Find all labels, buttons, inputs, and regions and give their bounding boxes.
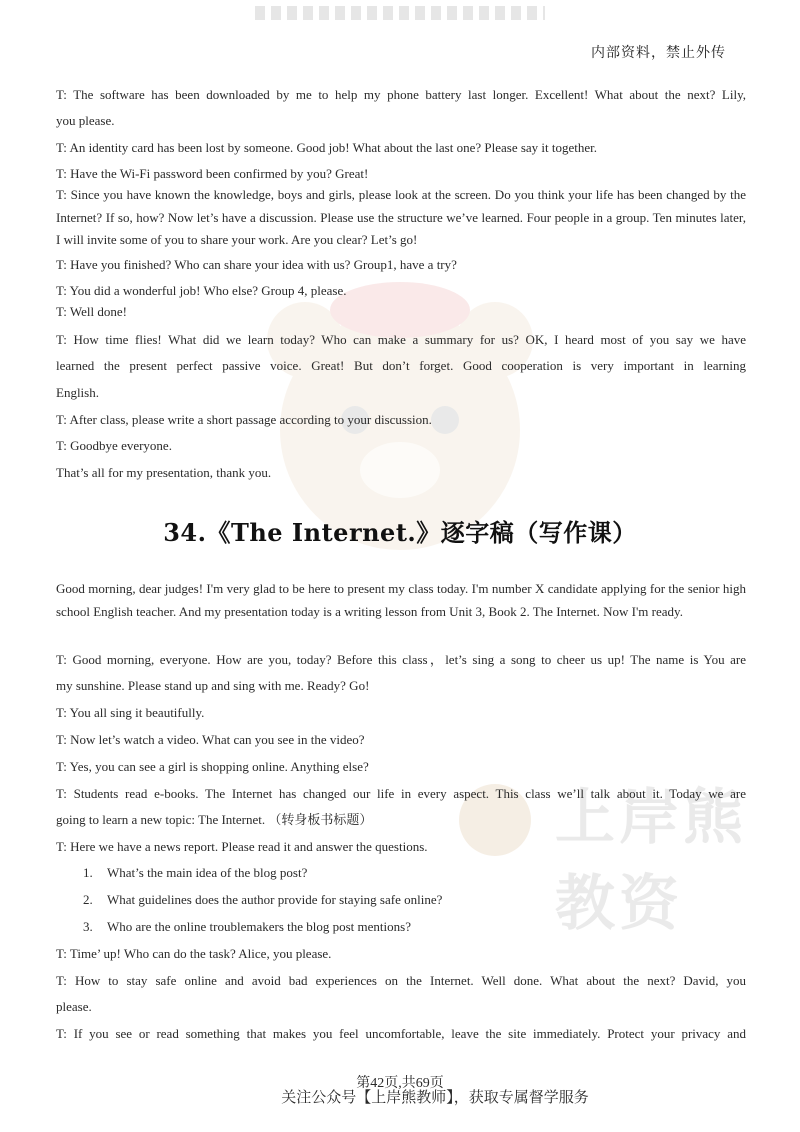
paragraph-line: T: Well done! xyxy=(56,304,127,319)
summary-line: English. xyxy=(56,385,99,400)
topic-line: going to learn a new topic: The Internet. （转身板书标题） xyxy=(56,812,373,827)
page-number: 第42页,共69页 xyxy=(356,1076,444,1091)
paragraph-line: T: Goodbye everyone. xyxy=(56,438,172,453)
song-line: my sunshine. Please stand up and sing with me. Ready? Go! xyxy=(56,678,370,693)
paragraph-line: T: An identity card has been lost by someone. Good job! What about the last one? Please say it together. xyxy=(56,140,598,155)
paragraph-line: That’s all for my presentation, thank you. xyxy=(56,465,272,480)
summary-line: learned the present perfect passive voice. Great! But don’t forget. Good cooperation is very important in learning xyxy=(56,358,746,373)
question-text: What’s the main idea of the blog post? xyxy=(107,865,308,880)
topic-line: T: Students read e-books. The Internet has changed our life in every aspect. This class we’ll talk about it. Today we are xyxy=(56,786,746,801)
paragraph-line: T: Have the Wi-Fi password been confirmed by you? Great! xyxy=(56,166,369,181)
brand-watermark-text: 上岸熊教资 xyxy=(555,783,747,939)
paragraph-line: T: After class, please write a short passage according to your discussion. xyxy=(56,412,432,427)
song-line: T: Good morning, everyone. How are you, today? Before this class，let’s sing a song to cheer us up! The name is You are xyxy=(56,652,746,667)
intro-paragraph: Good morning, dear judges! I'm very glad to be here to present my class today. I'm number X candidate applying for the senior high school English teacher. And my presentation today is a writing lesson from Unit 3, Book 2. The Internet. Now I'm ready. xyxy=(56,581,746,619)
paragraph-line: T: If you see or read something that makes you feel uncomfortable, leave the site immediately. Protect your privacy and xyxy=(56,1026,746,1041)
internal-use-note: 内部资料，禁止外传 xyxy=(591,46,726,61)
question-number: 3. xyxy=(83,919,93,934)
paragraph-line: you please. xyxy=(56,113,115,128)
question-item xyxy=(83,917,411,937)
discussion-paragraph: T: Since you have known the knowledge, boys and girls, please look at the screen. Do you think your life has been changed by the Internet? If so, how? Now let’s have a discussion. Please use the structure we’ve learned. Four people in a group. Ten minutes later, I will invite some of you to share your work. Are you clear? Let’s go! xyxy=(56,187,746,247)
paragraph-line: T: You all sing it beautifully. xyxy=(56,705,205,720)
paragraph-line: T: Time’ up! Who can do the task? Alice, you please. xyxy=(56,946,332,961)
header-cutoff-text xyxy=(255,6,545,20)
paragraph-line: T: You did a wonderful job! Who else? Group 4, please. xyxy=(56,283,347,298)
paragraph-line: T: Here we have a news report. Please read it and answer the questions. xyxy=(56,839,428,854)
paragraph-line: T: Now let’s watch a video. What can you see in the video? xyxy=(56,732,365,747)
paragraph-line: T: Yes, you can see a girl is shopping online. Anything else? xyxy=(56,759,369,774)
paragraph-line: T: Have you finished? Who can share your idea with us? Group1, have a try? xyxy=(56,257,457,272)
question-text: What guidelines does the author provide for staying safe online? xyxy=(107,892,443,907)
footer-promo: 关注公众号【上岸熊教师】，获取专属督学服务 xyxy=(281,1090,589,1106)
question-text: Who are the online troublemakers the blog post mentions? xyxy=(107,919,411,934)
paragraph-line: T: How to stay safe online and avoid bad experiences on the Internet. Well done. What about the next? David, you xyxy=(56,973,746,988)
question-number: 1. xyxy=(83,865,93,880)
section-title: 34.《The Internet.》逐字稿（写作课） xyxy=(163,518,637,547)
question-item xyxy=(83,890,442,910)
paragraph-line: please. xyxy=(56,999,92,1014)
summary-line: T: How time flies! What did we learn today? Who can make a summary for us? OK, I heard most of you say we have xyxy=(56,332,746,347)
question-number: 2. xyxy=(83,892,93,907)
question-item xyxy=(83,863,307,883)
paragraph-line: T: The software has been downloaded by me to help my phone battery last longer. Excellent! What about the next? Lily, xyxy=(56,87,746,102)
